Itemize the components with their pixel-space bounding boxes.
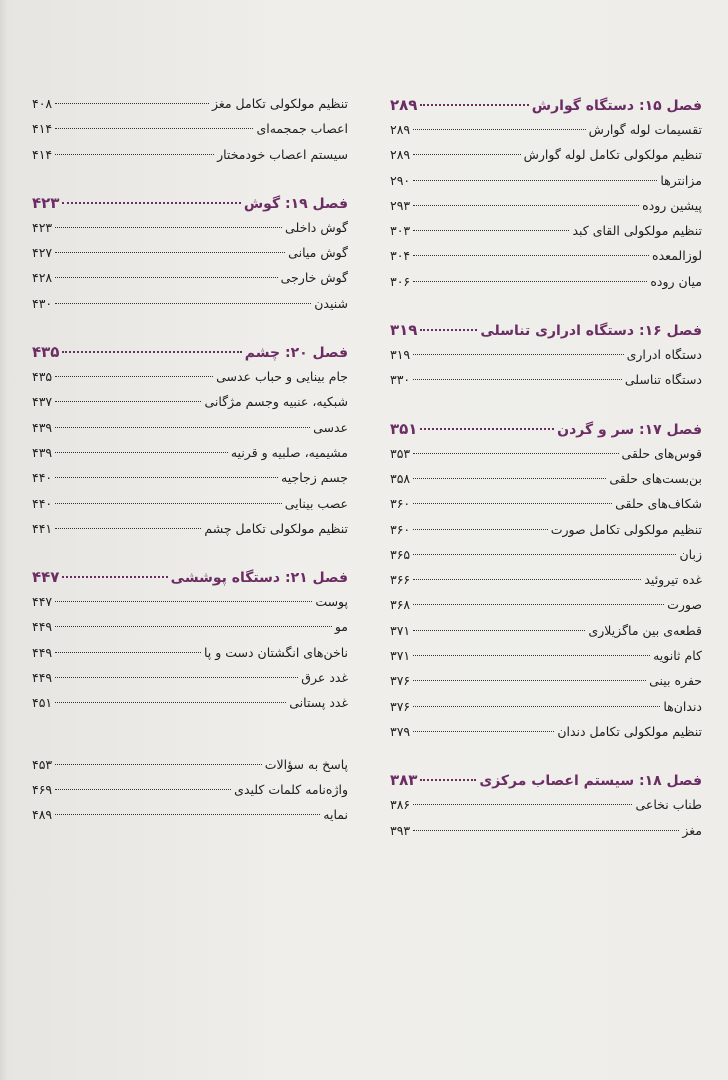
dot-leader <box>55 652 201 653</box>
toc-entry-page-number: ۳۶۶ <box>390 572 411 588</box>
toc-entry-label: پاسخ به سؤالات <box>264 756 348 772</box>
toc-entry <box>390 648 702 673</box>
toc-entry-label: پیشین روده <box>642 197 702 213</box>
toc-entry <box>32 369 348 394</box>
toc-entry-page-number: ۴۴۱ <box>32 520 53 536</box>
toc-entry-label: نمایه <box>323 807 348 823</box>
dot-leader <box>413 680 646 681</box>
dot-leader <box>55 677 298 678</box>
toc-entry <box>390 223 702 248</box>
toc-entry-label: تنظیم مولکولی تکامل صورت <box>550 521 702 537</box>
back-matter-spacer <box>32 743 348 757</box>
toc-entry-page-number: ۴۱۴ <box>32 146 53 162</box>
toc-entry-label: گوش داخلی <box>285 219 348 235</box>
dot-leader <box>62 351 241 353</box>
toc-entry <box>390 572 702 597</box>
toc-entry-label: حفره بینی <box>649 673 702 689</box>
toc-entry <box>32 807 348 832</box>
dot-leader <box>413 354 623 355</box>
toc-entry-page-number: ۴۲۸ <box>32 270 53 286</box>
toc-entry-page-number: ۳۰۳ <box>390 223 411 239</box>
dot-leader <box>413 579 641 580</box>
toc-entry-page-number: ۴۴۹ <box>32 619 53 635</box>
dot-leader <box>55 252 285 253</box>
toc-entry-page-number: ۳۶۰ <box>390 521 411 537</box>
toc-entry-page-number: ۳۱۹ <box>390 347 411 363</box>
dot-leader <box>413 453 618 454</box>
toc-chapter-section <box>390 96 702 299</box>
toc-entry-label: دستگاه ادراری <box>626 347 702 363</box>
toc-chapter-section <box>390 321 702 398</box>
toc-entry-label: دندان‌ها <box>663 698 702 714</box>
toc-entry <box>32 420 348 445</box>
toc-entry-label: قوس‌های حلقی <box>621 445 702 461</box>
dot-leader <box>413 255 649 256</box>
toc-chapter-section <box>390 771 702 848</box>
toc-entry-page-number: ۳۷۶ <box>390 673 411 689</box>
dot-leader <box>413 154 520 155</box>
chapter-heading-page-number: ۲۸۹ <box>390 96 418 114</box>
dot-leader <box>413 478 606 479</box>
toc-entry <box>390 522 702 547</box>
dot-leader <box>413 655 650 656</box>
toc-entry <box>390 122 702 147</box>
toc-entry-label: غدد عرق <box>301 670 348 686</box>
toc-entry-page-number: ۴۲۳ <box>32 219 53 235</box>
toc-chapter-section <box>390 420 702 750</box>
dot-leader <box>55 789 231 790</box>
dot-leader <box>420 428 554 430</box>
toc-entry-page-number: ۳۵۸ <box>390 470 411 486</box>
dot-leader <box>55 277 277 278</box>
toc-entry-label: مو <box>334 619 348 635</box>
toc-entry-page-number: ۴۲۷ <box>32 245 53 261</box>
toc-entry-page-number: ۴۳۷ <box>32 394 53 410</box>
toc-entry <box>32 645 348 670</box>
toc-entry <box>32 96 348 121</box>
chapter-heading <box>390 420 702 446</box>
toc-entry-page-number: ۴۴۰ <box>32 495 53 511</box>
toc-chapter-section <box>32 343 348 546</box>
toc-chapter-section <box>32 194 348 321</box>
page-edge-shadow <box>0 0 8 1080</box>
chapter-heading-page-number: ۳۸۳ <box>390 771 418 790</box>
chapter-heading <box>32 194 348 220</box>
chapter-heading <box>32 343 348 369</box>
dot-leader <box>413 604 664 605</box>
dot-leader <box>55 452 228 453</box>
toc-entry <box>390 372 702 397</box>
dot-leader <box>413 129 585 130</box>
toc-entry <box>390 147 702 172</box>
toc-entry-page-number: ۳۶۵ <box>390 546 411 562</box>
dot-leader <box>413 379 622 380</box>
toc-entry <box>32 121 348 146</box>
dot-leader <box>55 503 282 504</box>
chapter-heading-label: فصل ۱۷: سر و گردن <box>557 421 702 438</box>
toc-entry-label: لوزالمعده <box>652 248 702 264</box>
toc-entry-label: پوست <box>315 594 348 610</box>
toc-entry-page-number: ۴۴۹ <box>32 670 53 686</box>
toc-entry <box>390 724 702 749</box>
toc-entry <box>390 347 702 372</box>
toc-entry-page-number: ۳۷۱ <box>390 648 411 664</box>
dot-leader <box>413 731 554 732</box>
toc-entry <box>390 274 702 299</box>
toc-chapter-section <box>32 568 348 720</box>
dot-leader <box>55 103 209 104</box>
dot-leader <box>55 601 312 602</box>
toc-entry-page-number: ۲۹۰ <box>390 172 411 188</box>
dot-leader <box>413 529 548 530</box>
dot-leader <box>55 702 286 703</box>
dot-leader <box>413 630 585 631</box>
toc-entry <box>32 594 348 619</box>
toc-entry <box>390 797 702 822</box>
toc-entry-label: سیستم اعصاب خودمختار <box>217 146 348 162</box>
toc-entry-label: جام بینایی و حباب عدسی <box>216 369 348 385</box>
chapter-heading-label: فصل ۱۸: سیستم اعصاب مرکزی <box>479 773 702 790</box>
toc-entry-page-number: ۴۰۸ <box>32 96 53 111</box>
chapter-heading-page-number: ۳۱۹ <box>390 321 418 340</box>
toc-entry-page-number: ۴۴۰ <box>32 470 53 486</box>
dot-leader <box>413 706 660 707</box>
toc-entry <box>32 270 348 295</box>
toc-entry-page-number: ۳۰۴ <box>390 248 411 264</box>
toc-entry-page-number: ۴۸۹ <box>32 807 53 823</box>
toc-entry-label: واژه‌نامه کلمات کلیدی <box>234 781 348 797</box>
toc-entry-label: میان روده <box>650 273 702 289</box>
toc-entry <box>390 496 702 521</box>
dot-leader <box>55 814 320 815</box>
dot-leader <box>55 401 201 402</box>
toc-entry-label: تقسیمات لوله گوارش <box>588 122 702 137</box>
toc-entry-label: دستگاه تناسلی <box>624 372 702 388</box>
dot-leader <box>55 303 311 304</box>
toc-entry-page-number: ۴۵۳ <box>32 756 53 772</box>
chapter-heading-page-number: ۴۳۵ <box>32 343 60 362</box>
toc-entry-label: تنظیم مولکولی تکامل مغز <box>211 96 348 111</box>
toc-entry <box>390 173 702 198</box>
toc-entry-label: بن‌بست‌های حلقی <box>609 470 702 486</box>
toc-entry-label: ناخن‌های انگشتان دست و پا <box>203 644 348 660</box>
toc-entry <box>390 673 702 698</box>
dot-leader <box>413 503 612 504</box>
toc-entry-page-number: ۳۵۳ <box>390 445 411 461</box>
dot-leader <box>55 626 332 627</box>
toc-entry-page-number: ۳۶۸ <box>390 597 411 613</box>
toc-entry <box>390 446 702 471</box>
dot-leader <box>55 376 213 377</box>
toc-left-chapters <box>32 194 348 721</box>
dot-leader <box>413 830 679 831</box>
toc-entry-page-number: ۳۶۰ <box>390 496 411 512</box>
toc-entry <box>32 782 348 807</box>
toc-entry-page-number: ۴۵۱ <box>32 695 53 711</box>
chapter-heading-page-number: ۴۲۳ <box>32 193 60 212</box>
toc-entry-page-number: ۴۳۹ <box>32 419 53 435</box>
chapter-heading <box>390 96 702 122</box>
dot-leader <box>55 427 310 428</box>
toc-entry-label: مغز <box>682 822 702 838</box>
dot-leader <box>62 202 240 204</box>
dot-leader <box>413 804 632 805</box>
dot-leader <box>413 180 657 181</box>
toc-entry <box>390 547 702 572</box>
toc-entry-page-number: ۴۱۴ <box>32 121 53 137</box>
toc-entry-label: شکاف‌های حلقی <box>615 496 702 512</box>
chapter-heading-label: فصل ۱۶: دستگاه ادراری تناسلی <box>480 323 702 340</box>
toc-entry <box>32 147 348 172</box>
toc-entry-label: جسم زجاجیه <box>281 470 348 486</box>
toc-right-column <box>390 96 702 870</box>
dot-leader <box>413 554 676 555</box>
toc-entry-label: گوش خارجی <box>280 270 348 286</box>
dot-leader <box>420 104 528 106</box>
toc-entry <box>390 198 702 223</box>
toc-entry-label: قطعه‌ی بین ماگزیلاری <box>588 622 702 638</box>
toc-continued-list <box>32 96 348 172</box>
dot-leader <box>55 528 201 529</box>
dot-leader <box>55 477 278 478</box>
toc-back-matter <box>32 757 348 833</box>
toc-entry-label: تنظیم مولکولی القای کبد <box>572 223 702 239</box>
toc-entry <box>390 597 702 622</box>
toc-entry-page-number: ۴۳۰ <box>32 295 53 311</box>
toc-entry-label: مزانترها <box>660 172 702 188</box>
toc-entry <box>32 757 348 782</box>
toc-entry-label: گوش میانی <box>288 245 348 261</box>
toc-entry <box>32 521 348 546</box>
toc-entry-page-number: ۳۹۳ <box>390 822 411 838</box>
toc-entry <box>32 445 348 470</box>
chapter-heading-label: فصل ۲۱: دستگاه پوششی <box>170 570 348 587</box>
dot-leader <box>420 779 476 781</box>
toc-entry-page-number: ۳۳۰ <box>390 372 411 388</box>
chapter-heading-label: فصل ۱۹: گوش <box>243 195 348 212</box>
toc-entry-page-number: ۲۸۹ <box>390 147 411 163</box>
toc-entry <box>32 496 348 521</box>
toc-entry-label: کام ثانویه <box>653 648 702 664</box>
chapter-heading <box>390 771 702 797</box>
toc-entry <box>390 471 702 496</box>
toc-entry-page-number: ۳۷۶ <box>390 698 411 714</box>
toc-entry <box>32 394 348 419</box>
toc-entry-page-number: ۲۹۳ <box>390 197 411 213</box>
toc-entry-label: اعصاب جمجمه‌ای <box>256 121 348 137</box>
toc-entry-page-number: ۴۴۷ <box>32 594 53 610</box>
toc-entry-page-number: ۲۸۹ <box>390 122 411 137</box>
toc-entry <box>32 619 348 644</box>
toc-entry-page-number: ۴۶۹ <box>32 781 53 797</box>
toc-entry-label: غدد پستانی <box>289 695 348 711</box>
toc-entry <box>32 670 348 695</box>
toc-entry <box>32 296 348 321</box>
dot-leader <box>55 227 282 228</box>
toc-entry <box>390 823 702 848</box>
toc-entry <box>390 248 702 273</box>
toc-entry-label: غده تیروئید <box>644 572 702 588</box>
dot-leader <box>55 154 214 155</box>
dot-leader <box>420 329 477 331</box>
toc-entry-label: تنظیم مولکولی تکامل لوله گوارش <box>523 147 702 163</box>
dot-leader <box>413 230 569 231</box>
toc-entry-page-number: ۳۰۶ <box>390 273 411 289</box>
toc-entry-page-number: ۴۳۵ <box>32 369 53 385</box>
chapter-heading-label: فصل ۲۰: چشم <box>244 345 348 362</box>
dot-leader <box>413 281 647 282</box>
dot-leader <box>55 128 253 129</box>
toc-entry-page-number: ۳۷۱ <box>390 622 411 638</box>
toc-entry <box>32 220 348 245</box>
toc-entry <box>32 470 348 495</box>
toc-entry-label: مشیمیه، صلبیه و قرنیه <box>230 444 348 460</box>
chapter-heading-page-number: ۳۵۱ <box>390 419 418 438</box>
toc-entry-page-number: ۴۳۹ <box>32 444 53 460</box>
toc-entry-page-number: ۳۷۹ <box>390 723 411 739</box>
toc-entry-label: صورت <box>667 597 702 613</box>
toc-entry-label: تنظیم مولکولی تکامل چشم <box>204 520 348 536</box>
toc-entry-label: عصب بینایی <box>284 495 348 511</box>
toc-entry <box>32 695 348 720</box>
toc-entry-label: شنیدن <box>314 295 348 311</box>
dot-leader <box>62 576 167 578</box>
toc-entry <box>390 699 702 724</box>
toc-entry-label: عدسی <box>313 419 348 435</box>
chapter-heading <box>390 321 702 347</box>
dot-leader <box>55 764 262 765</box>
toc-entry-label: تنظیم مولکولی تکامل دندان <box>557 723 702 739</box>
dot-leader <box>413 205 639 206</box>
chapter-heading-page-number: ۴۴۷ <box>32 568 60 587</box>
toc-entry <box>32 245 348 270</box>
chapter-heading <box>32 568 348 594</box>
toc-entry-label: طناب نخاعی <box>635 797 702 813</box>
toc-entry-label: زبان <box>679 546 702 562</box>
toc-entry-page-number: ۴۴۹ <box>32 644 53 660</box>
toc-left-column <box>32 96 348 833</box>
toc-entry-page-number: ۳۸۶ <box>390 797 411 813</box>
toc-entry <box>390 623 702 648</box>
chapter-heading-label: فصل ۱۵: دستگاه گوارش <box>531 98 702 114</box>
toc-entry-label: شبکیه، عنبیه وجسم مژگانی <box>204 394 348 410</box>
